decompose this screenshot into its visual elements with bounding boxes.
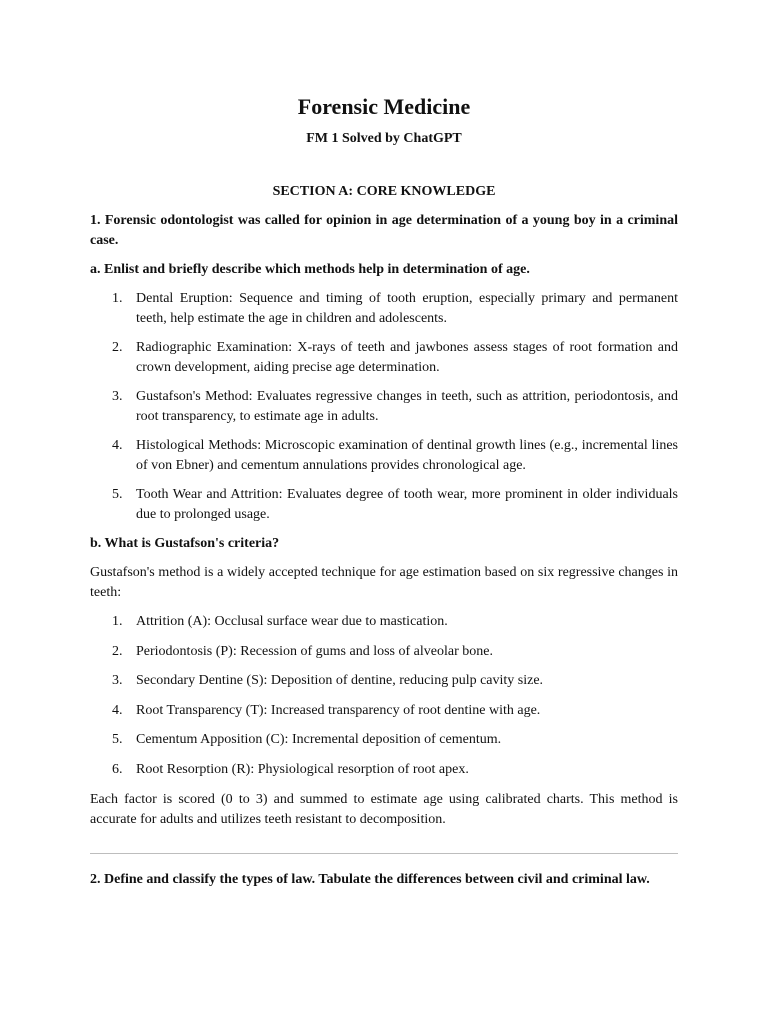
gustafson-conclusion: Each factor is scored (0 to 3) and summed to estimate age using calibrated charts. This method is accurate for adults and utilizes teeth resistant to decomposition.: [90, 791, 678, 827]
list-item: [90, 485, 678, 525]
list-item-number: 6.: [112, 761, 123, 777]
question-1: 1. Forensic odontologist was called for opinion in age determination of a young boy in a criminal case.: [90, 213, 678, 248]
document-subtitle: FM 1 Solved by ChatGPT: [306, 131, 462, 146]
section-divider: [90, 853, 678, 854]
list-item-text: Gustafson's Method: Evaluates regressive changes in teeth, such as attrition, periodontosis, and root transparency, to estimate age in adults.: [136, 389, 678, 424]
list-item-number: 5.: [112, 487, 123, 502]
list-item-number: 2.: [112, 340, 123, 355]
list-item: [90, 387, 678, 427]
list-item: [90, 760, 678, 780]
document-title: Forensic Medicine: [297, 94, 471, 119]
list-item: [90, 671, 678, 691]
list-item-text: Root Resorption (R): Physiological resorption of root apex.: [136, 761, 469, 777]
gustafson-intro: Gustafson's method is a widely accepted technique for age estimation based on six regressive changes in teeth:: [90, 565, 678, 600]
list-item: [90, 338, 678, 378]
list-item: [90, 289, 678, 329]
question-1b-heading: b. What is Gustafson's criteria?: [90, 536, 280, 551]
list-item-number: 4.: [112, 702, 123, 718]
list-item-text: Periodontosis (P): Recession of gums and loss of alveolar bone.: [136, 643, 493, 659]
list-item-number: 1.: [112, 291, 123, 306]
list-item: [90, 436, 678, 476]
list-item: [90, 701, 678, 721]
list-item-text: Root Transparency (T): Increased transparency of root dentine with age.: [136, 702, 541, 718]
list-item-text: Cementum Apposition (C): Incremental deposition of cementum.: [136, 732, 502, 748]
list-item: [90, 730, 678, 750]
gustafson-criteria-list: [90, 612, 678, 780]
list-item-text: Secondary Dentine (S): Deposition of dentine, reducing pulp cavity size.: [136, 673, 544, 689]
list-item-number: 5.: [112, 732, 123, 748]
section-title: SECTION A: CORE KNOWLEDGE: [272, 184, 496, 199]
list-item-text: Radiographic Examination: X-rays of teeth and jawbones assess stages of root formation and crown development, aiding precise age determination.: [136, 340, 678, 375]
list-item-number: 1.: [112, 614, 123, 629]
age-methods-list: [90, 289, 678, 525]
list-item: [90, 642, 678, 662]
list-item-number: 3.: [112, 389, 123, 404]
list-item-text: Attrition (A): Occlusal surface wear due to mastication.: [136, 614, 448, 629]
question-1a-heading: a. Enlist and briefly describe which methods help in determination of age.: [90, 262, 530, 277]
question-2: 2. Define and classify the types of law. Tabulate the differences between civil and criminal law.: [90, 871, 650, 887]
list-item-number: 2.: [112, 643, 123, 659]
list-item-number: 4.: [112, 438, 123, 453]
list-item-text: Dental Eruption: Sequence and timing of tooth eruption, especially primary and permanent teeth, help estimate the age in children and adolescents.: [136, 291, 678, 326]
list-item: [90, 612, 678, 632]
list-item-number: 3.: [112, 673, 123, 689]
list-item-text: Histological Methods: Microscopic examination of dentinal growth lines (e.g., incremental lines of von Ebner) and cementum annulations provides chronological age.: [136, 438, 678, 473]
list-item-text: Tooth Wear and Attrition: Evaluates degree of tooth wear, more prominent in older individuals due to prolonged usage.: [136, 487, 678, 522]
